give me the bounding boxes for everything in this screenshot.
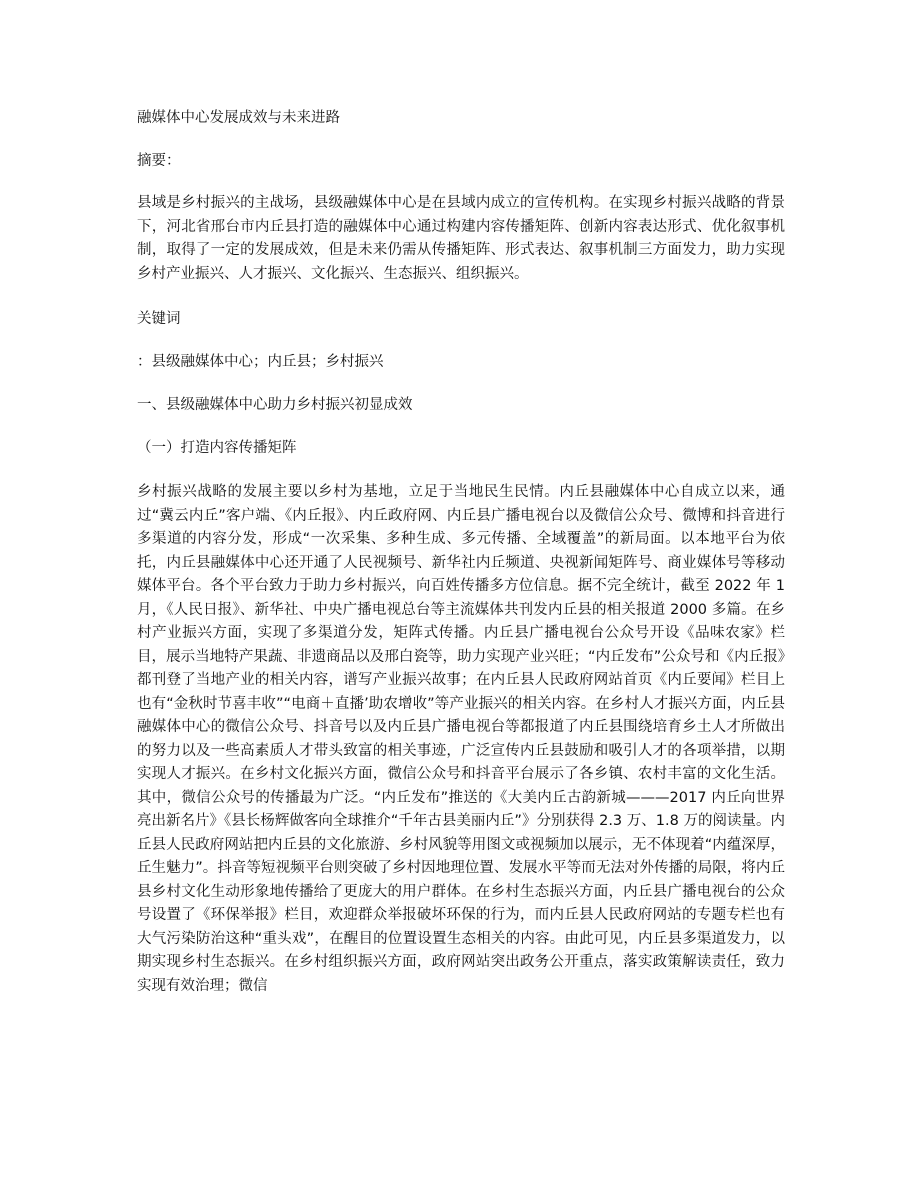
section-heading: 一、县级融媒体中心助力乡村振兴初显成效	[137, 397, 413, 413]
spacer	[137, 460, 785, 481]
spacer	[137, 130, 785, 149]
abstract-label: 摘要：	[137, 153, 181, 169]
document-title: 融媒体中心发展成效与未来进路	[137, 110, 340, 126]
spacer	[137, 331, 785, 350]
spacer	[137, 173, 785, 192]
spacer	[137, 286, 785, 307]
abstract-text: 县域是乡村振兴的主战场，县级融媒体中心是在县域内成立的宣传机构。在实现乡村振兴战略的背景下，河北省邢台市内丘县打造的融媒体中心通过构建内容传播矩阵、创新内容表达形式、优化叙事机制，取得了一定的发展成效，但是未来仍需从传播矩阵、形式表达、叙事机制三方面发力，助力实现乡村产业振兴、人才振兴、文化振兴、生态振兴、组织振兴。	[137, 195, 785, 282]
spacer	[137, 417, 785, 436]
keywords-text: ：县级融媒体中心；内丘县；乡村振兴	[137, 354, 384, 370]
body-paragraph: 乡村振兴战略的发展主要以乡村为基地，立足于当地民生民情。内丘县融媒体中心自成立以来，通过“冀云内丘”客户端、《内丘报》、内丘政府网、内丘县广播电视台以及微信公众号、微博和抖音进行多渠道的内容分发，形成“一次采集、多种生成、多元传播、全域覆盖”的新局面。以本地平台为依托，内丘县融媒体中心还开通了人民视频号、新华社内丘频道、央视新闻矩阵号、商业媒体号等移动媒体平台。各个平台致力于助力乡村振兴，向百姓传播多方位信息。据不完全统计，截至 2022 年 1 月，《人民日报》、新华社、中央广播电视总台等主流媒体共刊发内丘县的相关报道 2000 多篇。在乡村产业振兴方面，实现了多渠道分发，矩阵式传播。内丘县广播电视台公众号开设《品味农家》栏目，展示当地特产果蔬、非遗商品以及邢白瓷等，助力实现产业兴旺；“内丘发布”公众号和《内丘报》都刊登了当地产业的相关内容，谱写产业振兴故事；在内丘县人民政府网站首页《内丘要闻》栏目上也有“金秋时节喜丰收”“电商＋直播’助农增收”等产业振兴的相关内容。在乡村人才振兴方面，内丘县融媒体中心的微信公众号、抖音号以及内丘县广播电视台等都报道了内丘县围绕培育乡土人才所做出的努力以及一些高素质人才带头致富的相关事迹，广泛宣传内丘县鼓励和吸引人才的各项举措，以期实现人才振兴。在乡村文化振兴方面，微信公众号和抖音平台展示了各乡镇、农村丰富的文化生活。其中，微信公众号的传播最为广泛。“内丘发布”推送的《大美内丘古韵新城———2017 内丘向世界亮出新名片》《县长杨辉做客向全球推介“千年古县美丽内丘”》分别获得 2.3 万、1.8 万的阅读量。内丘县人民政府网站把内丘县的文化旅游、乡村风貌等用图文或视频加以展示，无不体现着“内蕴深厚，丘生魅力”。抖音等短视频平台则突破了乡村因地理位置、发展水平等而无法对外传播的局限，将内丘县乡村文化生动形象地传播给了更庞大的用户群体。在乡村生态振兴方面，内丘县广播电视台的公众号设置了《环保举报》栏目，欢迎群众举报破坏环保的行为，而内丘县人民政府网站的专题专栏也有大气污染防治这种“重头戏”，在醒目的位置设置生态相关的内容。由此可见，内丘县多渠道发力，以期实现乡村生态振兴。在乡村组织振兴方面，政府网站突出政务公开重点，落实政策解读责任，致力实现有效治理；微信	[137, 484, 785, 994]
subsection-heading: （一）打造内容传播矩阵	[137, 440, 297, 456]
keywords-label: 关键词	[137, 311, 181, 327]
document-page	[137, 100, 785, 998]
spacer	[137, 374, 785, 393]
